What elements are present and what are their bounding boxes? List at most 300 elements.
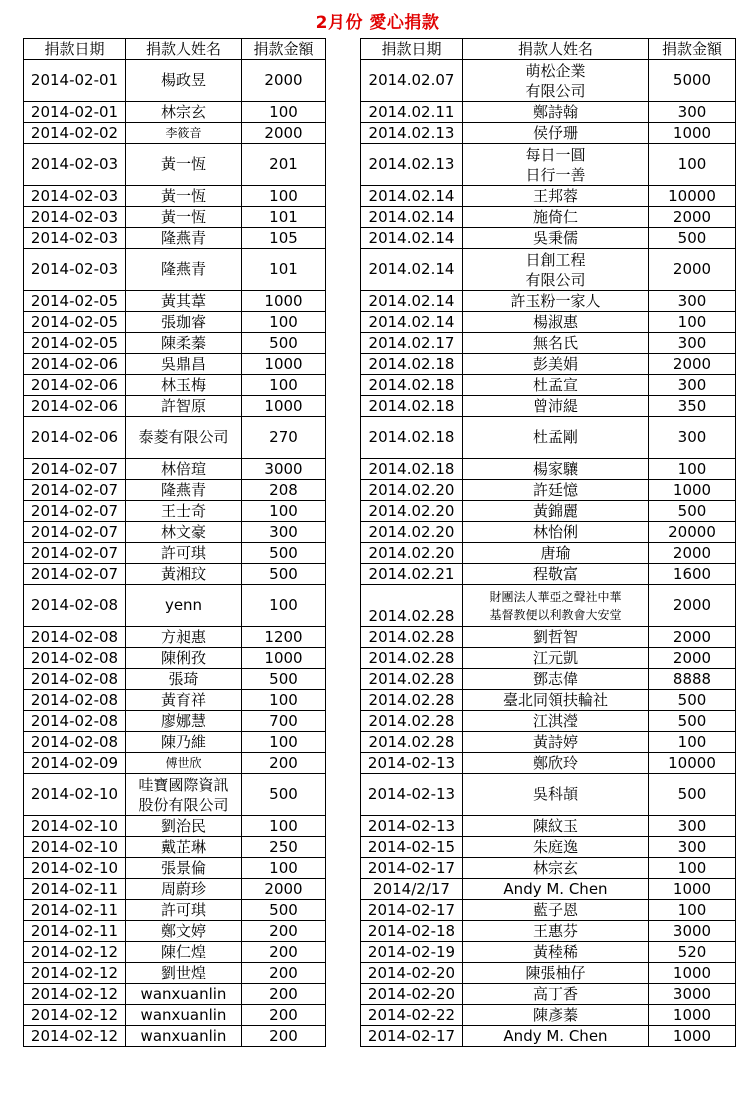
- cell-name: 泰菱有限公司: [126, 417, 242, 459]
- cell-name: 許可琪: [126, 900, 242, 921]
- table-row: [361, 480, 736, 501]
- table-row: [24, 585, 326, 627]
- cell-amount: 100: [649, 900, 736, 921]
- cell-amount: 100: [242, 375, 326, 396]
- table-row: [361, 459, 736, 480]
- cell-date: 2014-02-06: [24, 417, 126, 459]
- cell-name: Andy M. Chen: [463, 879, 649, 900]
- cell-name: 林玉梅: [126, 375, 242, 396]
- cell-name: wanxuanlin: [126, 984, 242, 1005]
- table-row: [24, 963, 326, 984]
- cell-date: 2014.02.28: [361, 585, 463, 627]
- cell-name: 每日一圓 日行一善: [463, 144, 649, 186]
- table-row: [24, 942, 326, 963]
- cell-date: 2014.02.14: [361, 207, 463, 228]
- table-row: [361, 333, 736, 354]
- table-row: [24, 858, 326, 879]
- cell-name: 吳鼎昌: [126, 354, 242, 375]
- cell-amount: 101: [242, 249, 326, 291]
- cell-date: 2014-02-17: [361, 900, 463, 921]
- cell-date: 2014-02-13: [361, 753, 463, 774]
- cell-date: 2014-02-10: [24, 774, 126, 816]
- cell-name: 隆燕青: [126, 249, 242, 291]
- cell-name: 林宗玄: [126, 102, 242, 123]
- donation-table-right: [360, 38, 736, 1047]
- cell-amount: 1000: [649, 879, 736, 900]
- table-row: [24, 396, 326, 417]
- cell-amount: 100: [242, 501, 326, 522]
- cell-date: 2014-02-07: [24, 564, 126, 585]
- cell-amount: 500: [242, 669, 326, 690]
- header-name: 捐款人姓名: [126, 39, 242, 60]
- cell-date: 2014.02.21: [361, 564, 463, 585]
- table-row: [361, 585, 736, 627]
- cell-name: 許廷憶: [463, 480, 649, 501]
- table-row: [24, 543, 326, 564]
- cell-date: 2014-02-01: [24, 102, 126, 123]
- table-row: [24, 186, 326, 207]
- cell-amount: 270: [242, 417, 326, 459]
- cell-date: 2014-02-07: [24, 522, 126, 543]
- cell-name: Andy M. Chen: [463, 1026, 649, 1047]
- cell-date: 2014.02.20: [361, 522, 463, 543]
- table-row: [24, 879, 326, 900]
- cell-name: 周蔚珍: [126, 879, 242, 900]
- cell-name: 無名氏: [463, 333, 649, 354]
- cell-amount: 300: [649, 837, 736, 858]
- header-amount: 捐款金額: [242, 39, 326, 60]
- cell-date: 2014-02-17: [361, 1026, 463, 1047]
- table-row: [24, 900, 326, 921]
- table-row: [24, 984, 326, 1005]
- cell-name: 林倍瑄: [126, 459, 242, 480]
- table-row: [24, 753, 326, 774]
- cell-amount: 300: [649, 816, 736, 837]
- table-row: [24, 669, 326, 690]
- cell-date: 2014.02.07: [361, 60, 463, 102]
- cell-name: 黃錦麗: [463, 501, 649, 522]
- cell-amount: 100: [242, 585, 326, 627]
- table-row: [24, 774, 326, 816]
- cell-date: 2014.02.20: [361, 501, 463, 522]
- cell-date: 2014-02-06: [24, 375, 126, 396]
- cell-amount: 2000: [649, 585, 736, 627]
- cell-amount: 100: [649, 144, 736, 186]
- cell-date: 2014-02-22: [361, 1005, 463, 1026]
- cell-name: 黃一恆: [126, 186, 242, 207]
- table-row: [24, 249, 326, 291]
- cell-name: 王邦蓉: [463, 186, 649, 207]
- cell-amount: 1000: [649, 1026, 736, 1047]
- cell-date: 2014.02.28: [361, 648, 463, 669]
- cell-amount: 10000: [649, 753, 736, 774]
- cell-date: 2014-02-08: [24, 690, 126, 711]
- cell-date: 2014-02-12: [24, 1005, 126, 1026]
- cell-name: 鄭欣玲: [463, 753, 649, 774]
- cell-amount: 208: [242, 480, 326, 501]
- cell-date: 2014-02-03: [24, 249, 126, 291]
- table-row: [361, 1005, 736, 1026]
- table-row: [24, 60, 326, 102]
- cell-date: 2014-02-07: [24, 543, 126, 564]
- cell-name: 彭美娟: [463, 354, 649, 375]
- cell-date: 2014-02-08: [24, 732, 126, 753]
- cell-date: 2014-02-09: [24, 753, 126, 774]
- table-row: [24, 333, 326, 354]
- table-row: [24, 732, 326, 753]
- cell-amount: 101: [242, 207, 326, 228]
- cell-amount: 200: [242, 1026, 326, 1047]
- cell-amount: 500: [649, 228, 736, 249]
- cell-date: 2014-02-13: [361, 774, 463, 816]
- cell-date: 2014.02.28: [361, 690, 463, 711]
- cell-amount: 200: [242, 1005, 326, 1026]
- cell-date: 2014-02-07: [24, 459, 126, 480]
- cell-amount: 1000: [649, 1005, 736, 1026]
- cell-amount: 500: [649, 501, 736, 522]
- cell-amount: 200: [242, 984, 326, 1005]
- table-row: [361, 228, 736, 249]
- cell-name: 劉哲智: [463, 627, 649, 648]
- cell-date: 2014-02-08: [24, 648, 126, 669]
- cell-date: 2014-02-10: [24, 816, 126, 837]
- cell-date: 2014-02-18: [361, 921, 463, 942]
- cell-date: 2014-02-07: [24, 501, 126, 522]
- table-row: [24, 459, 326, 480]
- cell-amount: 200: [242, 921, 326, 942]
- cell-date: 2014.02.14: [361, 291, 463, 312]
- cell-date: 2014-02-12: [24, 942, 126, 963]
- cell-amount: 200: [242, 942, 326, 963]
- cell-name: 許可琪: [126, 543, 242, 564]
- cell-date: 2014-02-03: [24, 186, 126, 207]
- table-row: [361, 354, 736, 375]
- cell-amount: 8888: [649, 669, 736, 690]
- cell-date: 2014-02-03: [24, 207, 126, 228]
- cell-name: 哇寶國際資訊 股份有限公司: [126, 774, 242, 816]
- table-row: [361, 543, 736, 564]
- cell-amount: 300: [649, 417, 736, 459]
- table-row: [24, 522, 326, 543]
- cell-date: 2014-02-10: [24, 837, 126, 858]
- cell-name: 鄭文婷: [126, 921, 242, 942]
- cell-name: 林宗玄: [463, 858, 649, 879]
- cell-name: 陳柔蓁: [126, 333, 242, 354]
- cell-name: 陳紋玉: [463, 816, 649, 837]
- cell-date: 2014-02-10: [24, 858, 126, 879]
- table-row: [361, 144, 736, 186]
- cell-name: 朱庭逸: [463, 837, 649, 858]
- table-row: [361, 669, 736, 690]
- cell-amount: 2000: [242, 123, 326, 144]
- cell-name: 戴芷琳: [126, 837, 242, 858]
- cell-date: 2014.02.11: [361, 102, 463, 123]
- table-row: [24, 921, 326, 942]
- table-row: [361, 900, 736, 921]
- cell-date: 2014.02.18: [361, 459, 463, 480]
- table-row: [24, 207, 326, 228]
- cell-name: 劉世煌: [126, 963, 242, 984]
- table-row: [24, 501, 326, 522]
- cell-amount: 300: [649, 375, 736, 396]
- cell-name: 傅世欣: [126, 753, 242, 774]
- cell-amount: 300: [649, 102, 736, 123]
- cell-name: 江淇瀅: [463, 711, 649, 732]
- cell-amount: 500: [649, 774, 736, 816]
- cell-name: 陳乃維: [126, 732, 242, 753]
- cell-amount: 520: [649, 942, 736, 963]
- cell-date: 2014-02-01: [24, 60, 126, 102]
- table-row: [24, 312, 326, 333]
- cell-amount: 700: [242, 711, 326, 732]
- cell-date: 2014-02-03: [24, 144, 126, 186]
- cell-amount: 2000: [242, 879, 326, 900]
- cell-name: 程敬富: [463, 564, 649, 585]
- cell-date: 2014-02-07: [24, 480, 126, 501]
- table-row: [24, 228, 326, 249]
- cell-amount: 2000: [649, 354, 736, 375]
- cell-name: 臺北同領扶輪社: [463, 690, 649, 711]
- table-row: [361, 690, 736, 711]
- cell-name: 廖娜慧: [126, 711, 242, 732]
- cell-name: 黃育祥: [126, 690, 242, 711]
- cell-name: 江元凱: [463, 648, 649, 669]
- cell-date: 2014-02-08: [24, 585, 126, 627]
- table-row: [24, 627, 326, 648]
- cell-date: 2014-02-20: [361, 963, 463, 984]
- table-row: [361, 60, 736, 102]
- cell-date: 2014-02-15: [361, 837, 463, 858]
- cell-amount: 1000: [649, 123, 736, 144]
- cell-date: 2014-02-06: [24, 354, 126, 375]
- cell-name: 藍子恩: [463, 900, 649, 921]
- cell-amount: 2000: [649, 543, 736, 564]
- header-date: 捐款日期: [361, 39, 463, 60]
- cell-amount: 2000: [242, 60, 326, 102]
- cell-date: 2014-02-12: [24, 1026, 126, 1047]
- cell-name: 方昶惠: [126, 627, 242, 648]
- table-row: [361, 123, 736, 144]
- cell-amount: 1000: [649, 480, 736, 501]
- cell-date: 2014-02-05: [24, 291, 126, 312]
- table-row: [24, 123, 326, 144]
- cell-amount: 5000: [649, 60, 736, 102]
- cell-date: 2014-02-11: [24, 879, 126, 900]
- cell-date: 2014-02-13: [361, 816, 463, 837]
- cell-date: 2014.02.18: [361, 417, 463, 459]
- table-row: [361, 396, 736, 417]
- cell-name: 高丁香: [463, 984, 649, 1005]
- table-row: [24, 417, 326, 459]
- table-row: [361, 921, 736, 942]
- cell-name: 王士奇: [126, 501, 242, 522]
- cell-amount: 200: [242, 753, 326, 774]
- cell-name: 杜孟宣: [463, 375, 649, 396]
- cell-date: 2014.02.14: [361, 312, 463, 333]
- cell-date: 2014.02.18: [361, 396, 463, 417]
- cell-amount: 100: [242, 102, 326, 123]
- table-row: [24, 690, 326, 711]
- table-header-row: [361, 39, 736, 60]
- table-row: [24, 564, 326, 585]
- cell-name: 許玉粉一家人: [463, 291, 649, 312]
- cell-date: 2014-02-02: [24, 123, 126, 144]
- cell-amount: 3000: [649, 921, 736, 942]
- table-row: [361, 249, 736, 291]
- cell-name: 陳俐孜: [126, 648, 242, 669]
- cell-date: 2014.02.28: [361, 732, 463, 753]
- table-row: [361, 207, 736, 228]
- cell-date: 2014.02.17: [361, 333, 463, 354]
- cell-amount: 100: [242, 186, 326, 207]
- cell-name: 黃詩婷: [463, 732, 649, 753]
- cell-amount: 10000: [649, 186, 736, 207]
- cell-amount: 100: [242, 816, 326, 837]
- table-row: [361, 417, 736, 459]
- cell-name: 林怡俐: [463, 522, 649, 543]
- table-row: [24, 1005, 326, 1026]
- table-row: [361, 942, 736, 963]
- cell-amount: 100: [649, 459, 736, 480]
- cell-amount: 100: [242, 732, 326, 753]
- cell-name: 吳科頡: [463, 774, 649, 816]
- cell-date: 2014-02-06: [24, 396, 126, 417]
- cell-date: 2014.02.28: [361, 627, 463, 648]
- cell-name: 楊政昱: [126, 60, 242, 102]
- table-row: [361, 1026, 736, 1047]
- cell-amount: 105: [242, 228, 326, 249]
- cell-amount: 3000: [242, 459, 326, 480]
- table-row: [361, 837, 736, 858]
- cell-amount: 20000: [649, 522, 736, 543]
- cell-date: 2014-02-05: [24, 312, 126, 333]
- cell-amount: 100: [649, 312, 736, 333]
- cell-amount: 1000: [242, 648, 326, 669]
- cell-date: 2014-02-12: [24, 984, 126, 1005]
- cell-name: 張珈睿: [126, 312, 242, 333]
- cell-date: 2014.02.14: [361, 186, 463, 207]
- cell-amount: 100: [649, 858, 736, 879]
- cell-name: 陳仁煌: [126, 942, 242, 963]
- cell-date: 2014-02-03: [24, 228, 126, 249]
- table-row: [24, 144, 326, 186]
- table-row: [361, 774, 736, 816]
- cell-date: 2014-02-19: [361, 942, 463, 963]
- cell-name: 陳彥蓁: [463, 1005, 649, 1026]
- cell-amount: 1600: [649, 564, 736, 585]
- cell-name: 黃一恆: [126, 144, 242, 186]
- header-date: 捐款日期: [24, 39, 126, 60]
- cell-name: 黃稑稀: [463, 942, 649, 963]
- cell-name: 鄧志偉: [463, 669, 649, 690]
- cell-name: 張琦: [126, 669, 242, 690]
- cell-amount: 300: [649, 333, 736, 354]
- cell-name: 杜孟剛: [463, 417, 649, 459]
- table-row: [24, 1026, 326, 1047]
- cell-date: 2014-02-12: [24, 963, 126, 984]
- cell-name: yenn: [126, 585, 242, 627]
- cell-date: 2014-02-08: [24, 627, 126, 648]
- table-row: [361, 858, 736, 879]
- cell-name: 王惠芬: [463, 921, 649, 942]
- cell-amount: 500: [242, 774, 326, 816]
- cell-name: 吳秉儒: [463, 228, 649, 249]
- table-row: [361, 711, 736, 732]
- cell-date: 2014.02.13: [361, 144, 463, 186]
- cell-name: 曾沛緹: [463, 396, 649, 417]
- table-row: [361, 984, 736, 1005]
- table-row: [361, 753, 736, 774]
- table-row: [24, 837, 326, 858]
- cell-name: 日創工程 有限公司: [463, 249, 649, 291]
- cell-date: 2014-02-20: [361, 984, 463, 1005]
- cell-name: 陳張柚仔: [463, 963, 649, 984]
- cell-amount: 2000: [649, 627, 736, 648]
- table-row: [361, 501, 736, 522]
- cell-amount: 200: [242, 963, 326, 984]
- table-row: [361, 879, 736, 900]
- cell-amount: 300: [649, 291, 736, 312]
- cell-amount: 500: [242, 564, 326, 585]
- cell-amount: 2000: [649, 207, 736, 228]
- cell-amount: 500: [242, 543, 326, 564]
- cell-name: 許智原: [126, 396, 242, 417]
- table-row: [361, 732, 736, 753]
- table-row: [361, 186, 736, 207]
- cell-name: 黃湘玟: [126, 564, 242, 585]
- cell-date: 2014-02-08: [24, 711, 126, 732]
- cell-amount: 350: [649, 396, 736, 417]
- table-row: [24, 354, 326, 375]
- cell-date: 2014.02.13: [361, 123, 463, 144]
- cell-date: 2014-02-11: [24, 921, 126, 942]
- table-row: [361, 312, 736, 333]
- cell-name: wanxuanlin: [126, 1026, 242, 1047]
- cell-name: 劉治民: [126, 816, 242, 837]
- cell-name: 楊淑惠: [463, 312, 649, 333]
- cell-date: 2014/2/17: [361, 879, 463, 900]
- table-row: [361, 816, 736, 837]
- cell-date: 2014.02.14: [361, 249, 463, 291]
- header-amount: 捐款金額: [649, 39, 736, 60]
- header-name: 捐款人姓名: [463, 39, 649, 60]
- cell-amount: 1000: [242, 291, 326, 312]
- table-row: [24, 711, 326, 732]
- page-title: 2月份 愛心捐款: [315, 13, 440, 33]
- cell-date: 2014.02.28: [361, 669, 463, 690]
- cell-amount: 1000: [242, 354, 326, 375]
- donation-table-left: [23, 38, 326, 1047]
- cell-amount: 2000: [649, 249, 736, 291]
- cell-amount: 500: [242, 333, 326, 354]
- cell-amount: 1200: [242, 627, 326, 648]
- cell-amount: 100: [649, 732, 736, 753]
- cell-date: 2014.02.18: [361, 354, 463, 375]
- cell-amount: 500: [242, 900, 326, 921]
- cell-amount: 500: [649, 711, 736, 732]
- table-row: [361, 627, 736, 648]
- cell-amount: 100: [242, 690, 326, 711]
- table-row: [361, 375, 736, 396]
- table-row: [361, 102, 736, 123]
- cell-name: 隆燕青: [126, 480, 242, 501]
- table-row: [361, 291, 736, 312]
- table-row: [24, 291, 326, 312]
- cell-amount: 100: [242, 858, 326, 879]
- cell-name: 鄭詩翰: [463, 102, 649, 123]
- cell-date: 2014-02-17: [361, 858, 463, 879]
- cell-date: 2014-02-08: [24, 669, 126, 690]
